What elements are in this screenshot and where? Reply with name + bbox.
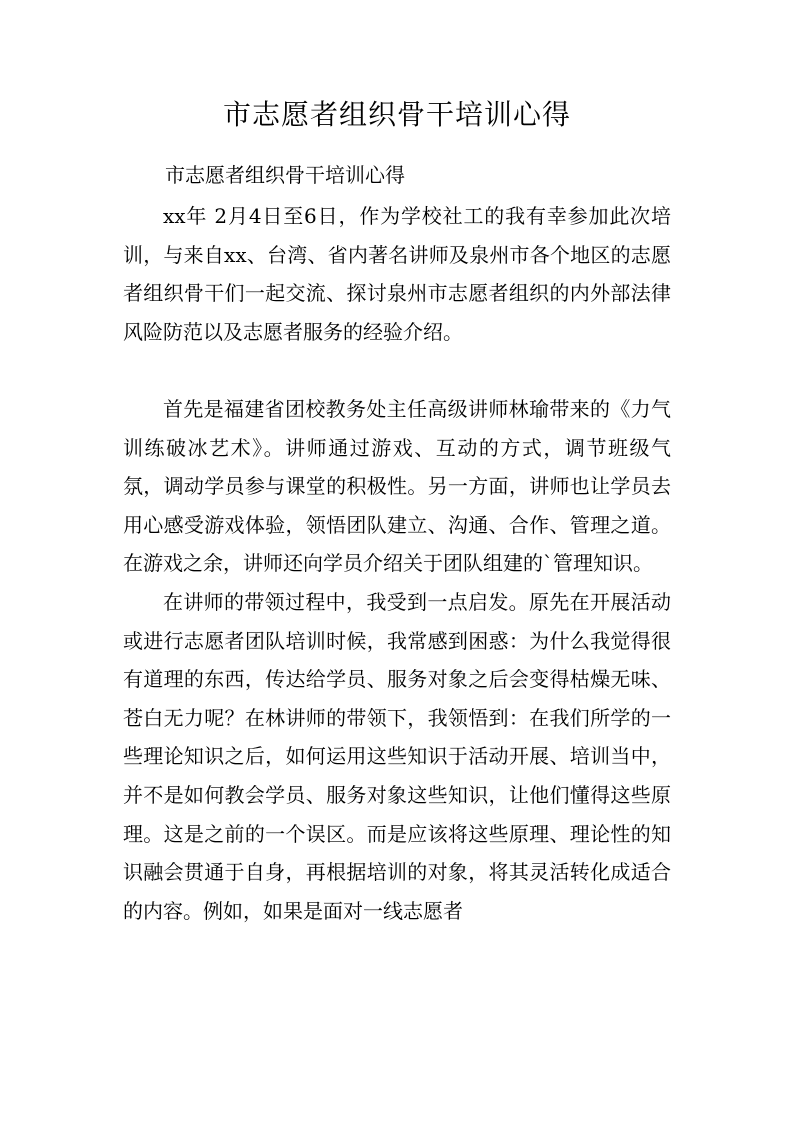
document-subtitle: 市志愿者组织骨干培训心得 [165, 163, 405, 187]
paragraph: xx年 2月4日至6日，作为学校社工的我有幸参加此次培训，与来自xx、台湾、省内著名讲师及泉州市各个地区的志愿者组织骨干们一起交流、探讨泉州市志愿者组织的内外部法律风险防范以及志愿者服务的经验介绍。 [123, 204, 671, 344]
paragraph: 首先是福建省团校教务处主任高级讲师林瑜带来的《力气训练破冰艺术》。讲师通过游戏、互动的方式，调节班级气氛，调动学员参与课堂的积极性。另一方面，讲师也让学员去用心感受游戏体验，领悟团队建立、沟通、合作、管理之道。在游戏之余，讲师还向学员介绍关于团队组建的`管理知识。 [123, 396, 671, 576]
paragraph-spacer [123, 351, 671, 390]
paragraph: 在讲师的带领过程中，我受到一点启发。原先在开展活动或进行志愿者团队培训时候，我常感到困惑：为什么我觉得很有道理的东西，传达给学员、服务对象之后会变得枯燥无味、苍白无力呢？在林讲师的带领下，我领悟到：在我们所学的一些理论知识之后，如何运用这些知识于活动开展、培训当中，并不是如何教会学员、服务对象这些知识，让他们懂得这些原理。这是之前的一个误区。而是应该将这些原理、理论性的知识融会贯通于自身，再根据培训的对象，将其灵活转化成适合的内容。例如，如果是面对一线志愿者 [123, 589, 671, 923]
document-title: 市志愿者组织骨干培训心得 [222, 98, 571, 131]
document-body [123, 197, 671, 930]
